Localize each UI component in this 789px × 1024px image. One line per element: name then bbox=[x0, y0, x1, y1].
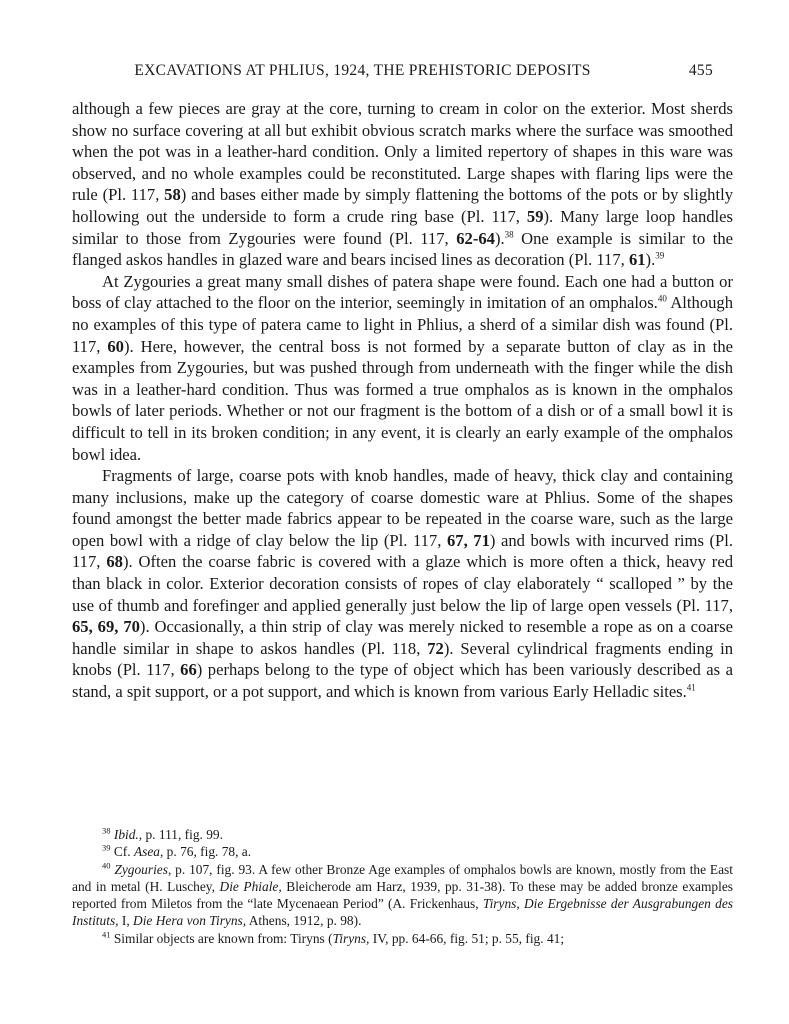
text-run: IV, pp. 64-66, fig. 51; p. 55, fig. 41; bbox=[369, 930, 565, 946]
text-run: Cf. bbox=[113, 844, 134, 860]
italic-run: Die Phiale, bbox=[219, 878, 282, 894]
footnote-number: 40 bbox=[102, 860, 111, 871]
page-number: 455 bbox=[688, 62, 713, 79]
italic-run: Ibid. bbox=[113, 827, 139, 842]
italic-run: Asea bbox=[133, 844, 160, 860]
footnote-40 bbox=[72, 861, 733, 930]
text-run: ) perhaps belong to the type of object which has been variously described as a stand, a spit support, or a pot support, and which is known from various Early Helladic sites. bbox=[72, 660, 733, 702]
footnote-number: 38 bbox=[102, 825, 111, 836]
paragraph-1 bbox=[72, 98, 733, 271]
plate-ref: 59 bbox=[526, 206, 544, 226]
plate-ref: 61 bbox=[628, 250, 646, 270]
footnote-41 bbox=[72, 930, 733, 947]
footnote-39 bbox=[72, 843, 733, 860]
main-text bbox=[72, 98, 733, 703]
italic-run: Tiryns, bbox=[332, 930, 370, 946]
footnote-number: 39 bbox=[102, 842, 111, 853]
text-run: Fragments of large, coarse pots with knob handles, made of heavy, thick clay and containing many inclusions, make up the category of coarse domestic ware at Phlius. Some of the shapes found amongst the better made fabrics appear to be repeated in the coarse ware, such as the large open bowl with a ridge of clay below the lip (Pl. 117, bbox=[72, 466, 733, 550]
text-run: ) and bases either made by simply flattening the bottoms of the pots or by slightly hollowing out the underside to form a crude ring base (Pl. 117, bbox=[72, 185, 734, 226]
text-run: Although no examples of this type of patera came to light in Phlius, a sherd of a similar dish was found (Pl. 117, bbox=[72, 293, 734, 356]
text-run: , p. 111, fig. 99. bbox=[138, 827, 223, 842]
text-run: although a few pieces are gray at the core, turning to cream in color on the exterior. Most sherds show no surface covering at all but exhibit obvious scratch marks where the surface was smoothed when the pot was in a leather-hard condition. Only a limited repertory of shapes in this ware was observed, and no whole examples could be reconstituted. Large shapes with flaring lips were the rule (Pl. 117, bbox=[72, 99, 733, 205]
text-run: ) and bowls with incurved rims (Pl. 117, bbox=[72, 530, 733, 572]
paragraph-3 bbox=[72, 465, 733, 703]
footnote-number: 41 bbox=[102, 929, 111, 940]
text-run: I, bbox=[118, 913, 134, 929]
footnote-marker: 39 bbox=[655, 250, 665, 261]
text-run: , p. 107, fig. 93. A few other Bronze Age examples of omphalos bowls are known, mostly from the East and in metal (H. Luschey, bbox=[72, 861, 733, 894]
text-run: ). bbox=[645, 250, 656, 270]
text-run: Similar objects are known from: Tiryns ( bbox=[113, 930, 333, 946]
plate-ref: 60 bbox=[107, 336, 124, 356]
footnote-marker: 41 bbox=[686, 682, 696, 693]
text-run: ). Often the coarse fabric is covered with a glaze which is more often a thick, heavy red than black in color. Exterior decoration consists of ropes of clay elaborately “ scalloped ” by the use of thumb and forefinger and applied generally just below the lip of large open vessels (Pl. 117, bbox=[72, 552, 733, 615]
text-run: ). Several cylindrical fragments ending in knobs (Pl. 117, bbox=[72, 638, 733, 680]
plate-ref: 58 bbox=[164, 185, 181, 205]
plate-ref: 65, 69, 70 bbox=[72, 617, 140, 637]
plate-ref: 62-64 bbox=[456, 228, 495, 248]
text-run: Athens, 1912, p. 98). bbox=[246, 913, 362, 929]
running-title: EXCAVATIONS AT PHLIUS, 1924, THE PREHISTORIC DEPOSITS bbox=[134, 62, 591, 79]
running-header bbox=[72, 62, 713, 84]
italic-run: Tiryns, Die Ergebnisse der Ausgrabungen des Instituts, bbox=[72, 896, 733, 929]
text-run: , p. 76, fig. 78, a. bbox=[159, 844, 252, 860]
italic-run: Die Hera von Tiryns, bbox=[133, 913, 247, 929]
footnote-marker: 40 bbox=[657, 293, 667, 304]
text-run: ). bbox=[494, 228, 505, 248]
italic-run: Zygouries bbox=[114, 861, 168, 877]
text-run: ). Occasionally, a thin strip of clay was merely nicked to resemble a rope as on a coarse handle similar in shape to askos handles (Pl. 118, bbox=[72, 617, 733, 658]
text-run: One example is similar to the flanged askos handles in glazed ware and bears incised lines as decoration (Pl. 117, bbox=[72, 228, 733, 270]
plate-ref: 72 bbox=[427, 638, 444, 658]
footnote-38 bbox=[72, 826, 733, 843]
paragraph-2 bbox=[72, 271, 733, 465]
text-run: At Zygouries a great many small dishes of patera shape were found. Each one had a button or boss of clay attached to the floor on the interior, seemingly in imitation of an omphalos. bbox=[72, 271, 733, 313]
text-run: Bleicherode am Harz, 1939, pp. 31-38). To these may be added bronze examples reported from Miletos from the “late Mycenaean Period” (A. Frickenhaus, bbox=[72, 878, 733, 912]
plate-ref: 67, 71 bbox=[446, 530, 490, 550]
plate-ref: 66 bbox=[180, 660, 197, 680]
footnote-marker: 38 bbox=[504, 229, 514, 240]
plate-ref: 68 bbox=[106, 552, 123, 572]
text-run: ). Many large loop handles similar to those from Zygouries were found (Pl. 117, bbox=[72, 206, 733, 248]
footnotes bbox=[72, 826, 733, 947]
text-run: ). Here, however, the central boss is not formed by a separate button of clay as in the examples from Zygouries, but was pushed through from underneath with the finger while the dish was in a leather-hard condition. Thus was formed a true omphalos as is known in the omphalos bowls of later periods. Whether or not our fragment is the bottom of a dish or of a small bowl it is difficult to tell in its broken condition; in any event, it is clearly an early example of the omphalos bowl idea. bbox=[72, 336, 733, 464]
